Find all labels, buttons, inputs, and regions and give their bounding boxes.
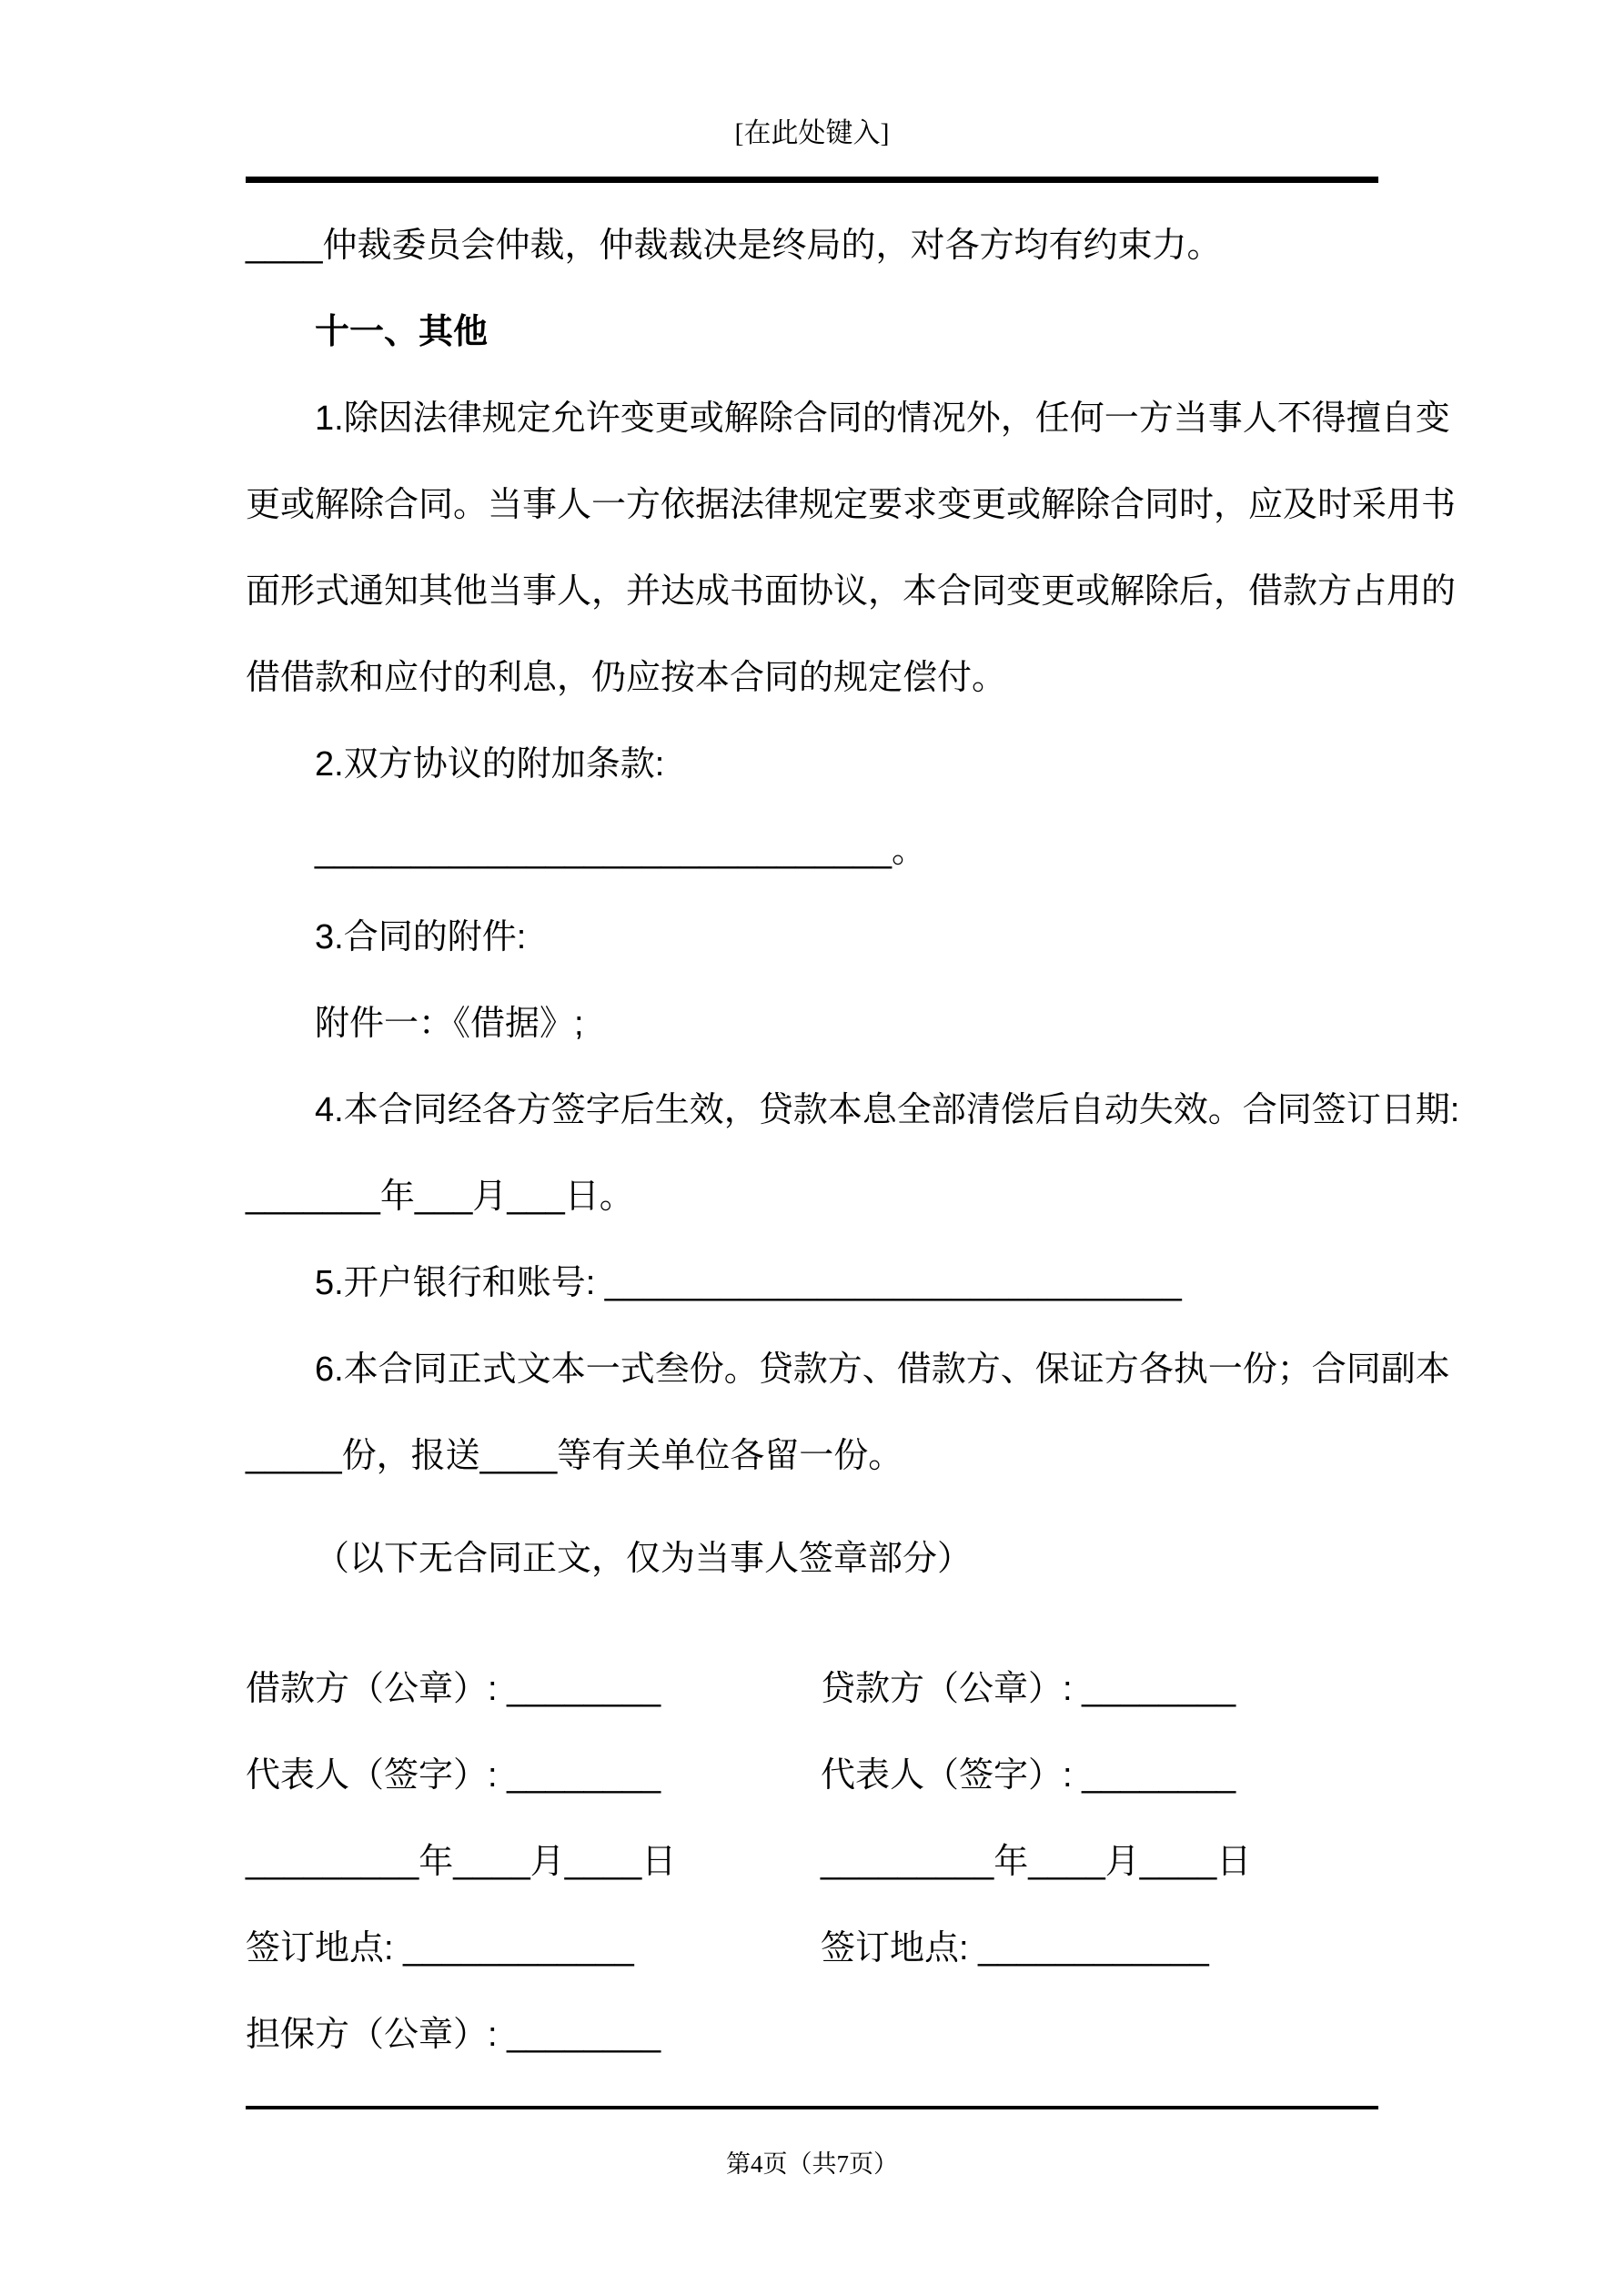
signature-row-place <box>246 1906 1378 1992</box>
lender-seal-field: 贷款方（公章）: ________ <box>821 1670 1236 1708</box>
arbitration-clause-line: ____仲裁委员会仲裁，仲裁裁决是终局的，对各方均有约束力。 <box>246 227 1222 265</box>
attachment-1-line: 附件一：《借据》; <box>315 1005 584 1043</box>
clause-11-1-line-4: 借借款和应付的利息，仍应按本合同的规定偿付。 <box>246 659 1007 697</box>
lender-representative-signature-field: 代表人（签字）: ________ <box>821 1756 1236 1795</box>
clause-11-1-line-3: 面形式通知其他当事人，并达成书面协议，本合同变更或解除后，借款方占用的 <box>246 572 1457 611</box>
clause-11-1-line-2: 更或解除合同。当事人一方依据法律规定要求变更或解除合同时，应及时采用书 <box>246 486 1457 524</box>
clause-11-5-bank-account-line: 5.开户银行和账号: ______________________________ <box>315 1264 1182 1302</box>
header-placeholder: [在此处键入] <box>734 118 890 148</box>
clause-11-2-label: 2.双方协议的附加条款: <box>315 745 665 784</box>
borrower-seal-field: 借款方（公章）: ________ <box>246 1670 661 1708</box>
page-number: 第4页（共7页） <box>726 2150 898 2178</box>
clause-11-6-line-2: _____份，报送____等有关单位各留一份。 <box>246 1437 903 1475</box>
signature-row-representative <box>246 1733 1378 1819</box>
clause-11-4-line-1: 4.本合同经各方签字后生效，贷款本息全部清偿后自动失效。合同签订日期: <box>315 1091 1460 1129</box>
guarantor-seal-field: 担保方（公章）: ________ <box>246 2016 661 2054</box>
clause-11-3-label: 3.合同的附件: <box>315 918 527 956</box>
guarantor-row-empty-cell <box>821 1992 1378 2079</box>
signature-row-date <box>246 1819 1378 1906</box>
contract-body <box>246 203 1460 1603</box>
clause-11-2-blank-line: ______________________________。 <box>315 832 927 870</box>
lender-date-field: _________年____月____日 <box>821 1843 1252 1881</box>
borrower-signing-place-field: 签订地点: ____________ <box>246 1929 634 1967</box>
lender-signing-place-field: 签订地点: ____________ <box>821 1929 1209 1967</box>
borrower-representative-signature-field: 代表人（签字）: ________ <box>246 1756 661 1795</box>
header-rule <box>246 177 1378 183</box>
borrower-date-field: _________年____月____日 <box>246 1843 677 1881</box>
clause-11-6-line-1: 6.本合同正式文本一式叁份。贷款方、借款方、保证方各执一份；合同副本 <box>315 1350 1450 1389</box>
signature-section-note: （以下无合同正文，仅为当事人签章部分） <box>315 1540 973 1578</box>
clause-11-4-date-blank: _______年___月___日。 <box>246 1178 634 1216</box>
signature-row-guarantor <box>246 1992 1378 2079</box>
clause-11-1-line-1: 1.除因法律规定允许变更或解除合同的情况外，任何一方当事人不得擅自变 <box>315 400 1450 438</box>
signature-block <box>246 1646 1378 2079</box>
signature-row-seal <box>246 1646 1378 1733</box>
section-11-heading: 十一、其他 <box>315 313 489 351</box>
